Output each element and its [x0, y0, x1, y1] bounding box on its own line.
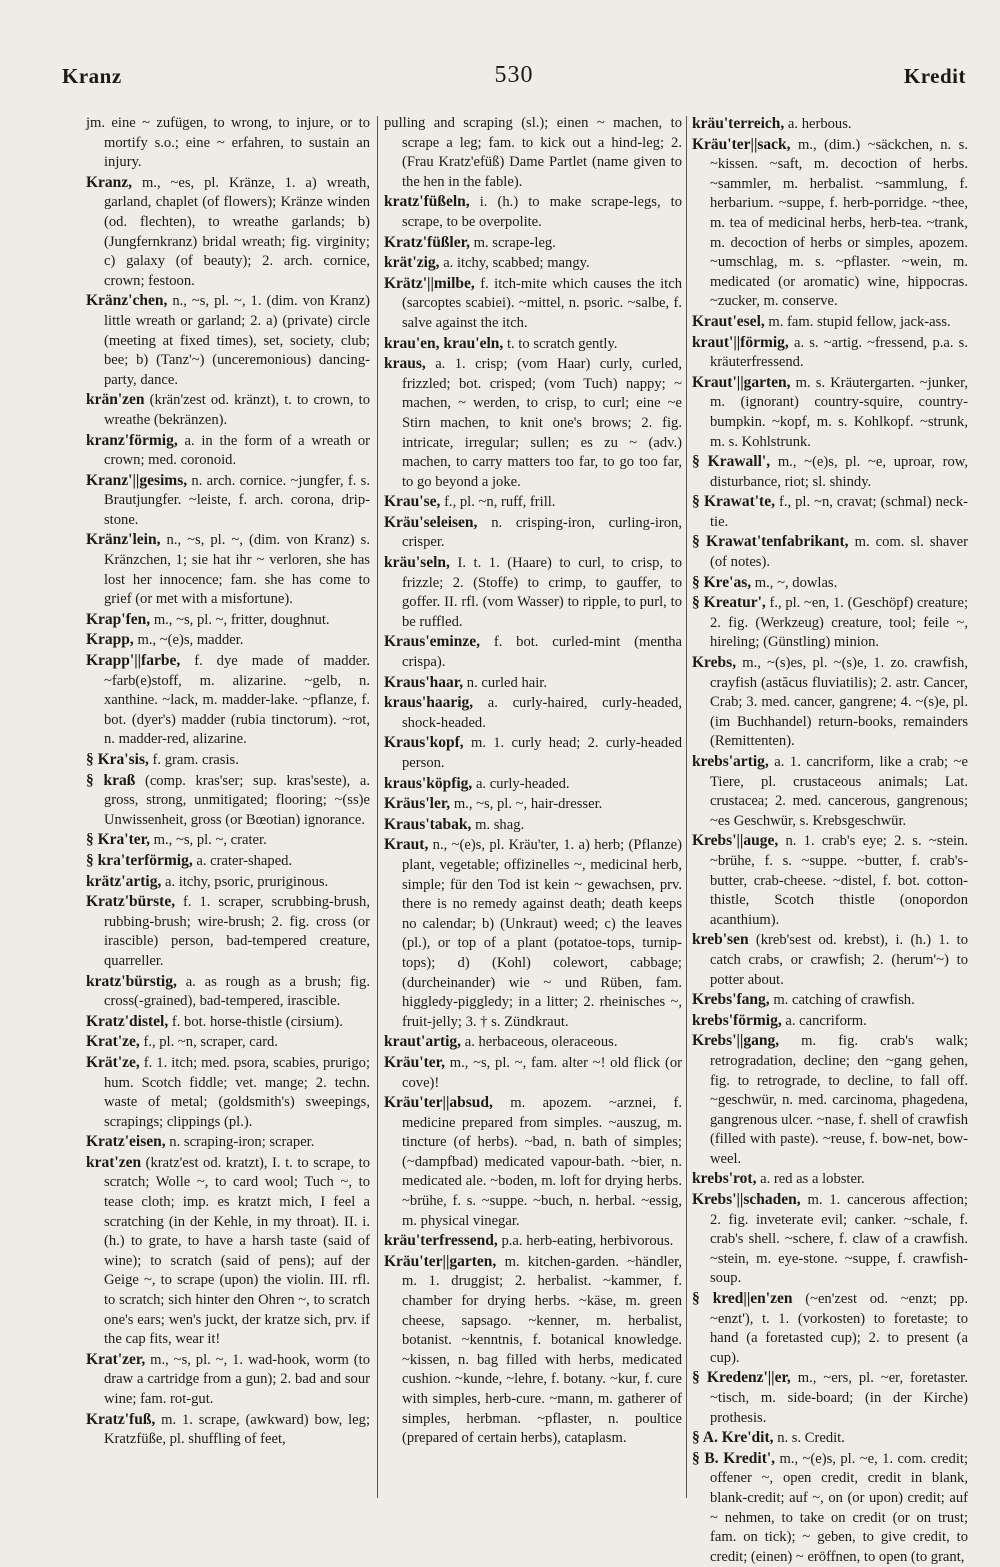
- entry-headword: Kräu'seleisen,: [384, 513, 478, 531]
- entry-headword: Kräu'ter||absud,: [384, 1094, 493, 1112]
- dictionary-entry: [692, 593, 968, 653]
- entry-definition: n. curled hair.: [466, 674, 548, 691]
- entry-definition: n., ~s, pl. ~, 1. (dim. von Kranz) little wreath or garland; 2. a) (private) circle (meeting at fixed times), set, society, club; bee; b) (Tanz'~) (unceremonious) dancing-party, dance.: [104, 293, 370, 388]
- entry-definition: m. kitchen-garden. ~händler, m. 1. druggist; 2. herbalist. ~kammer, f. chamber for drying herbs. ~käse, m. green cheese, sapsago. ~kenner, m. herbalist, botanist. ~kenntnis, f. botanical knowledge. ~kissen, n. bag filled with herbs, medicated cushion. ~kunde, ~lehre, f. botany. ~kur, f. cure with simples, herb-cure. ~mann, m. gatherer of simples, herbman. ~pflaster, n. poultice (prepared of certain herbs), cataplasm.: [402, 1253, 682, 1447]
- dictionary-entry: [86, 851, 370, 872]
- dictionary-column-1: [86, 114, 370, 1502]
- entry-definition: n., ~(e)s, pl. Kräu'ter, 1. a) herb; (Pflanze) plant, vegetable; offizinelles ~, medicinal herb, simple; für den Tod ist kein ~ gewachsen, prv. there is no remedy against death; death keeps no calendar; b) (Unkraut) weed; c) the leaves (pl.), or top of a plant (potatoe-tops, turnip-tops); d) (Kohl) colewort, cabbage; (durcheinander) wie ~ und Rüben, fam. higgledy-piggledy; in a litter; 2. rheinisches ~, fruit-jelly; 3. † s. Zündkraut.: [402, 837, 682, 1030]
- dictionary-entry: [692, 1011, 968, 1032]
- dictionary-entry: [86, 1012, 370, 1033]
- entry-definition: n. crisping-iron, curling-iron, crisper.: [402, 514, 682, 551]
- entry-headword: § Kra'sis,: [86, 751, 149, 768]
- dictionary-entry: [86, 173, 370, 292]
- entry-headword: § kraß: [86, 771, 136, 789]
- dictionary-entry: [86, 892, 370, 971]
- dictionary-entry: [384, 492, 682, 513]
- entry-definition: m. scrape-leg.: [473, 234, 556, 251]
- entry-definition: m. fig. crab's walk; retrogradation, decline; den ~gang gehen, fig. to retrograde, to decline, to fall off. ~geschwür, n. med. carcinoma, phagedena, gangrenous ulcer. ~nase, f. shell of crawfish (filled with paste). ~reuse, f. bow-net, bow-weel.: [710, 1033, 968, 1167]
- entry-headword: Kraus'kopf,: [384, 734, 464, 752]
- entry-headword: Krapp,: [86, 631, 134, 649]
- entry-definition: I. t. 1. (Haare) to curl, to crisp, to frizzle; 2. (Stoffe) to crimp, to gauffer, to goffer. II. rfl. (vom Wasser) to ripple, to purl, to be ruffled.: [402, 555, 682, 630]
- entry-headword: Kräu'ter||sack,: [692, 135, 791, 153]
- column-divider-1: [377, 116, 378, 1498]
- dictionary-entry: [384, 1093, 682, 1231]
- dictionary-entry: [86, 291, 370, 390]
- dictionary-entry: [86, 610, 370, 631]
- entry-headword: Kratz'eisen,: [86, 1133, 166, 1151]
- entry-headword: § kred||en'zen: [692, 1290, 793, 1308]
- dictionary-entry: [384, 354, 682, 492]
- dictionary-entry: [384, 253, 682, 274]
- entry-definition: f., pl. ~n, ruff, frill.: [444, 494, 556, 511]
- entry-headword: kräu'seln,: [384, 554, 450, 572]
- entry-headword: Kratz'bürste,: [86, 893, 176, 911]
- dictionary-entry: [86, 630, 370, 651]
- entry-headword: Kraut,: [384, 836, 429, 854]
- entry-definition: a. itchy, psoric, pruriginous.: [164, 873, 329, 890]
- entry-definition: m., ~, dowlas.: [754, 574, 838, 591]
- dictionary-entry: [86, 1053, 370, 1132]
- entry-definition: f. 1. scraper, scrubbing-brush, rubbing-brush; wire-brush; 2. fig. cross (or irascible) person, bad-tempered creature, quarreller.: [104, 894, 370, 969]
- dictionary-entry: [86, 972, 370, 1012]
- entry-headword: Krebs'||gang,: [692, 1032, 780, 1050]
- entry-definition: f. 1. itch; med. psora, scabies, prurigo; hum. Scotch fiddle; vet. mange; 2. techn. waste of metal; (goldsmith's) sweepings, scrapings; clippings (pl.).: [104, 1054, 370, 1130]
- entry-definition: (krän'zest od. kränzt), t. to crown, to wreathe (bekränzen).: [104, 392, 370, 428]
- dictionary-entry: [384, 733, 682, 773]
- dictionary-entry: [384, 114, 682, 192]
- dictionary-entry: [86, 431, 370, 471]
- entry-definition: m. com. sl. shaver (of notes).: [710, 534, 968, 571]
- entry-headword: Kraut'||garten,: [692, 373, 791, 391]
- entry-headword: Krau'se,: [384, 493, 441, 511]
- entry-definition: a. 1. crisp; (vom Haar) curly, curled, frizzled; bot. crisped; (vom Tuch) nappy; ~ machen, ~ werden, to crisp, to curl; eine ~e Stirn machen, to knit one's brows; 2. fig. intricate, irregular; sullen; es zu ~ (adv.) machen, to carry matters too far, to go too far, to go beyond a joke.: [402, 356, 682, 490]
- dictionary-entry: [384, 1053, 682, 1093]
- entry-definition: jm. eine ~ zufügen, to wrong, to injure, or to mortify s.o.; eine ~ erfahren, to sustain an injury.: [86, 115, 370, 171]
- left-running-headword: Kranz: [62, 64, 122, 88]
- entry-definition: m. 1. scrape, (awkward) bow, leg; Kratzfüße, pl. shuffling of feet,: [104, 1411, 371, 1448]
- dictionary-entry: [692, 1428, 968, 1449]
- entry-headword: Krätz'||milbe,: [384, 274, 475, 292]
- entry-headword: Kratz'fuß,: [86, 1410, 156, 1428]
- entry-definition: a. herbaceous, oleraceous.: [464, 1034, 618, 1051]
- entry-definition: m. 1. curly head; 2. curly-headed person.: [402, 735, 682, 771]
- entry-headword: Krat'zer,: [86, 1350, 146, 1368]
- entry-definition: m., ~es, pl. Kränze, 1. a) wreath, garland, chaplet (of flowers); Kränze winden (od. flechten), to wreathe garlands; b) (Jungfernkranz) bridal wreath; fig. virginity; c) galaxy (of beauty); 2. arch. cornice, crown; festoon.: [104, 174, 370, 289]
- entry-definition: m. apozem. ~arznei, f. medicine prepared from simples. ~auszug, m. tincture (of herbs). ~bad, n. bath of simples; (~dampfbad) medicated vapour-bath. ~bier, n. medicated ale. ~boden, m. loft for drying herbs. ~brühe, f. s. ~suppe. ~buch, n. herbal. ~essig, m. physical vinegar.: [402, 1095, 682, 1229]
- entry-headword: § Kre'as,: [692, 573, 752, 591]
- dictionary-column-3: [692, 114, 968, 1565]
- entry-definition: f., pl. ~en, 1. (Geschöpf) creature; 2. fig. (Werkzeug) creature, tool; feile ~, hireling; (Günstling) minion.: [710, 595, 968, 651]
- dictionary-column-2: [384, 114, 682, 1502]
- entry-definition: f. dye made of madder. ~farb(e)stoff, m. alizarine. ~gelb, n. xanthine. ~lack, m. madder-lake. ~pflanze, f. bot. (dyer's) madder (rubia tinctorum). ~rot, n. madder-red, alizarine.: [104, 653, 370, 748]
- entry-definition: (comp. kras'ser; sup. kras'seste), a. gross, strong, unmitigated; flooring; ~(ss)e Unwissenheit, gross (or Bœotian) ignorance.: [104, 772, 370, 828]
- entry-headword: krät'zig,: [384, 254, 440, 272]
- entry-definition: m., ~s, pl. ~, fritter, doughnut.: [153, 611, 330, 628]
- entry-headword: Kräu'ter||garten,: [384, 1252, 497, 1270]
- dictionary-entry: [86, 750, 370, 771]
- entry-headword: Kräus'ler,: [384, 795, 451, 813]
- dictionary-entry: [384, 1252, 682, 1449]
- entry-definition: a. 1. cancriform, like a crab; ~e Tiere, pl. crustaceous animals; Lat. crustacea; 2. med. cancerous, gangrenous; ~es Geschwür, s. Krebsgeschwür.: [710, 754, 968, 829]
- dictionary-entry: [86, 530, 370, 609]
- dictionary-entry: [384, 513, 682, 553]
- dictionary-entry: [384, 192, 682, 232]
- entry-headword: § Kra'ter,: [86, 831, 150, 849]
- entry-headword: Krebs,: [692, 654, 737, 672]
- entry-headword: kräu'terreich,: [692, 115, 785, 132]
- entry-definition: m., ~ers, pl. ~er, foretaster. ~tisch, m. side-board; (in der Kirche) prothesis.: [710, 1370, 968, 1426]
- entry-headword: Kränz'lein,: [86, 531, 161, 549]
- dictionary-entry: [692, 333, 968, 373]
- entry-headword: kraus'köpfig,: [384, 774, 473, 792]
- entry-headword: krän'zen: [86, 391, 145, 409]
- entry-definition: n. s. Credit.: [777, 1430, 845, 1447]
- dictionary-entry: [86, 114, 370, 173]
- entry-definition: a. herbous.: [787, 116, 852, 132]
- entry-definition: n. 1. crab's eye; 2. s. ~stein. ~brühe, f. s. ~suppe. ~butter, f. crab's-butter, crab-cheese. ~distel, f. bot. cotton-thistle, Scotch thistle (onopordon acanthium).: [710, 833, 968, 928]
- entry-definition: a. in the form of a wreath or crown; med. coronoid.: [104, 432, 370, 469]
- entry-headword: § Krawat'te,: [692, 493, 775, 511]
- entry-headword: kraus'haarig,: [384, 694, 474, 712]
- entry-definition: a. curly-headed.: [475, 775, 570, 792]
- entry-definition: a. curly-haired, curly-headed, shock-headed.: [402, 695, 682, 731]
- dictionary-entry: [86, 1153, 370, 1350]
- entry-definition: m., ~(e)s, madder.: [137, 632, 244, 649]
- entry-headword: § A. Kre'dit,: [692, 1429, 774, 1447]
- dictionary-entry: [692, 1449, 968, 1567]
- entry-definition: f. gram. crasis.: [152, 752, 239, 768]
- dictionary-entry: [86, 872, 370, 893]
- dictionary-entry: [692, 930, 968, 990]
- dictionary-entry: [384, 774, 682, 795]
- entry-definition: m., ~s, pl. ~, fam. alter ~! old flick (or cove)!: [402, 1054, 682, 1091]
- entry-headword: Kraut'esel,: [692, 312, 765, 330]
- entry-headword: Kraus'tabak,: [384, 815, 472, 833]
- entry-definition: m., ~s, pl. ~, crater.: [153, 832, 267, 849]
- entry-headword: § Kredenz'||er,: [692, 1369, 791, 1387]
- dictionary-entry: [692, 452, 968, 492]
- entry-headword: Kränz'chen,: [86, 292, 168, 310]
- page-header: [62, 60, 966, 94]
- dictionary-entry: [384, 835, 682, 1032]
- entry-headword: § kra'terförmig,: [86, 851, 193, 869]
- entry-headword: Kräu'ter,: [384, 1053, 445, 1071]
- entry-headword: Krap'fen,: [86, 610, 151, 628]
- dictionary-entry: [86, 390, 370, 430]
- entry-headword: Krebs'||schaden,: [692, 1191, 801, 1209]
- entry-headword: Kraus'eminze,: [384, 633, 480, 651]
- dictionary-entry: [692, 312, 968, 333]
- entry-definition: n. arch. cornice. ~jungfer, f. s. Brautjungfer. ~leiste, f. arch. corona, drip-stone.: [104, 472, 370, 528]
- dictionary-entry: [384, 794, 682, 815]
- dictionary-entry: [86, 471, 370, 531]
- entry-headword: § Krawall',: [692, 453, 771, 471]
- dictionary-entry: [692, 373, 968, 452]
- entry-headword: kratz'bürstig,: [86, 972, 177, 990]
- entry-headword: § Krawat'tenfabrikant,: [692, 533, 849, 551]
- dictionary-entry: [692, 114, 968, 135]
- right-running-headword: Kredit: [903, 64, 966, 88]
- entry-definition: a. itchy, scabbed; mangy.: [443, 255, 590, 272]
- entry-definition: p.a. herb-eating, herbivorous.: [501, 1233, 674, 1250]
- dictionary-entry: [384, 233, 682, 254]
- dictionary-entry: [384, 1032, 682, 1053]
- dictionary-entry: [86, 771, 370, 831]
- entry-definition: n., ~s, pl. ~, (dim. von Kranz) s. Kränzchen, 1; sie hat ihr ~ verloren, she has lost her innocence; fam. she has come to grief (or met with a misfortune).: [104, 532, 370, 608]
- entry-definition: m. catching of crawfish.: [773, 992, 915, 1009]
- page-number: 530: [494, 62, 534, 88]
- dictionary-entry: [692, 990, 968, 1011]
- dictionary-entry: [384, 632, 682, 672]
- dictionary-entry: [86, 1032, 370, 1053]
- dictionary-entry: [692, 1031, 968, 1169]
- entry-definition: f., pl. ~n, scraper, card.: [143, 1034, 278, 1051]
- entry-definition: m., ~s, pl. ~, 1. wad-hook, worm (to draw a cartridge from a gun); 2. bad and sour wine; fam. rot-gut.: [104, 1351, 370, 1407]
- dictionary-entry: [86, 1350, 370, 1410]
- entry-headword: § B. Kredit',: [692, 1449, 776, 1467]
- entry-definition: i. (h.) to make scrape-legs, to scrape, to be overpolite.: [402, 194, 682, 230]
- entry-definition: (kreb'sest od. krebst), i. (h.) 1. to catch crabs, or crawfish; 2. (herum'~) to potter about.: [710, 932, 968, 988]
- entry-headword: kraut'artig,: [384, 1033, 462, 1051]
- entry-definition: m. s. Kräutergarten. ~junker, m. (ignorant) country-squire, country-bumpkin. ~kopf, m. s. Kohlkopf. ~strunk, m. s. Kohlstrunk.: [710, 374, 968, 450]
- entry-definition: a. s. ~artig. ~fressend, p.a. s. kräuterfressend.: [710, 334, 968, 371]
- entry-headword: § Kreatur',: [692, 594, 766, 612]
- entry-headword: Kratz'distel,: [86, 1012, 169, 1030]
- dictionary-entry: [384, 693, 682, 733]
- entry-headword: Krät'ze,: [86, 1053, 140, 1071]
- entry-definition: a. as rough as a brush; fig. cross(-grained), bad-tempered, irascible.: [104, 973, 370, 1010]
- dictionary-entry: [692, 653, 968, 752]
- entry-headword: kräu'terfressend,: [384, 1232, 498, 1250]
- entry-definition: m., (dim.) ~säckchen, n. s. ~kissen. ~saft, m. decoction of herbs. ~sammler, m. herbalist. ~sammlung, f. herbarium. ~suppe, f. herb-porridge. ~thee, m. tea of medicinal herbs, herb-tea. ~trank, m. decoction of herbs or simples, apozem. ~umschlag, m. s. ~pflaster. ~wein, m. medicated (or aromatic) wine, hippocras. ~zucker, m. conserve.: [710, 136, 968, 310]
- dictionary-entry: [86, 1132, 370, 1153]
- entry-headword: kranz'förmig,: [86, 431, 178, 449]
- entry-definition: f. itch-mite which causes the itch (sarcoptes scabiei). ~mittel, n. psoric. ~salbe, f. salve against the itch.: [402, 275, 682, 331]
- entry-headword: kratz'füßeln,: [384, 193, 470, 211]
- dictionary-entry: [384, 815, 682, 836]
- entry-definition: f. bot. curled-mint (mentha crispa).: [402, 634, 682, 671]
- entry-definition: a. crater-shaped.: [196, 852, 293, 869]
- entry-definition: (~en'zest od. ~enzt; pp. ~enzt'), t. 1. (vorkosten) to foretaste; to hand (a foretasted cup); 2. to present (a cup).: [710, 1291, 968, 1366]
- entry-definition: m., ~(s)es, pl. ~(s)e, 1. zo. crawfish, crayfish (astăcus fluviatilis); 2. astr. Cancer, Crab; 3. med. cancer, gangrene; 4. ~(s)e, pl. (im Buchhandel) return-books, remainders (Remittenten).: [710, 655, 968, 750]
- dictionary-entry: [692, 1368, 968, 1428]
- entry-headword: kraut'||förmig,: [692, 333, 789, 351]
- dictionary-entry: [692, 532, 968, 572]
- entry-headword: Krebs'||auge,: [692, 832, 779, 850]
- dictionary-entry: [692, 752, 968, 831]
- entry-headword: Krapp'||farbe,: [86, 652, 181, 670]
- entry-headword: krat'zen: [86, 1153, 142, 1171]
- entry-headword: kraus,: [384, 355, 426, 373]
- entry-definition: n. scraping-iron; scraper.: [169, 1134, 315, 1151]
- entry-definition: pulling and scraping (sl.); einen ~ machen, to scrape a leg; fam. to kick out a hind-leg; 2. (Frau Kratz'efüß) Dame Partlet (name given to the hen in the fable).: [384, 115, 682, 190]
- entry-definition: m. 1. cancerous affection; 2. fig. inveterate evil; canker. ~schale, f. crab's shell. ~schere, f. claw of a crawfish. ~stein, m. eye-stone. ~suppe, f. crawfish-soup.: [710, 1192, 968, 1287]
- entry-headword: Kratz'füßler,: [384, 233, 470, 251]
- dictionary-entry: [692, 1289, 968, 1368]
- entry-headword: krebs'rot,: [692, 1170, 757, 1188]
- entry-definition: m. fam. stupid fellow, jack-ass.: [768, 313, 951, 330]
- entry-definition: (kratz'est od. kratzt), I. t. to scrape, to scratch; Wolle ~, to card wool; Tuch ~, to tease cloth; imp. es kratzt mich, I feel a scratching (in der Kehle, in my throat). II. i. (h.) to grate, to have a harsh taste (said of wine); to scratch (said of pens); auf der Geige ~, to scrape (upon) the violin. III. rfl. to scratch; sich hinter den Ohren ~, to scratch one's ears; wen's juckt, der kratze sich, prv. if the cap fits, wear it!: [104, 1154, 370, 1348]
- entry-headword: Kranz'||gesims,: [86, 471, 188, 489]
- dictionary-entry: [692, 1190, 968, 1289]
- dictionary-entry: [692, 135, 968, 312]
- entry-headword: kreb'sen: [692, 931, 749, 949]
- entry-headword: Kranz,: [86, 173, 133, 191]
- entry-definition: a. red as a lobster.: [760, 1171, 865, 1188]
- entry-definition: t. to scratch gently.: [506, 335, 618, 352]
- dictionary-entry: [384, 673, 682, 694]
- entry-headword: krebs'förmig,: [692, 1011, 782, 1029]
- dictionary-entry: [692, 1169, 968, 1190]
- entry-headword: Kraus'haar,: [384, 673, 464, 691]
- dictionary-entry: [86, 830, 370, 851]
- entry-definition: m., ~(e)s, pl. ~e, uproar, row, disturbance, riot; sl. shindy.: [710, 454, 968, 490]
- column-divider-2: [686, 116, 687, 1498]
- dictionary-entry: [384, 1231, 682, 1252]
- dictionary-entry: [384, 553, 682, 632]
- dictionary-entry: [692, 492, 968, 532]
- dictionary-entry: [384, 274, 682, 334]
- dictionary-entry: [86, 651, 370, 750]
- entry-definition: m., ~(e)s, pl. ~e, 1. com. credit; offener ~, open credit, credit in blank, blank-credit; auf ~, on (or upon) credit; auf ~ nehmen, to take on credit (or on trust; fam. on tick); ~ geben, to give credit, to credit; (einen) ~ eröffnen, to open (to grant,: [710, 1450, 968, 1565]
- entry-headword: Krat'ze,: [86, 1033, 140, 1051]
- dictionary-entry: [86, 1410, 370, 1450]
- dictionary-entry: [384, 334, 682, 355]
- entry-definition: m. shag.: [475, 816, 525, 833]
- entry-definition: f., pl. ~n, cravat; (schmal) neck-tie.: [710, 494, 968, 530]
- entry-definition: m., ~s, pl. ~, hair-dresser.: [453, 796, 603, 813]
- entry-definition: a. cancriform.: [785, 1012, 867, 1029]
- entry-headword: krebs'artig,: [692, 753, 769, 770]
- entry-headword: Krebs'fang,: [692, 991, 770, 1009]
- entry-definition: f. bot. horse-thistle (cirsium).: [171, 1013, 343, 1030]
- entry-headword: krau'en, krau'eln,: [384, 334, 504, 352]
- dictionary-entry: [692, 831, 968, 930]
- dictionary-entry: [692, 573, 968, 594]
- entry-headword: krätz'artig,: [86, 872, 162, 890]
